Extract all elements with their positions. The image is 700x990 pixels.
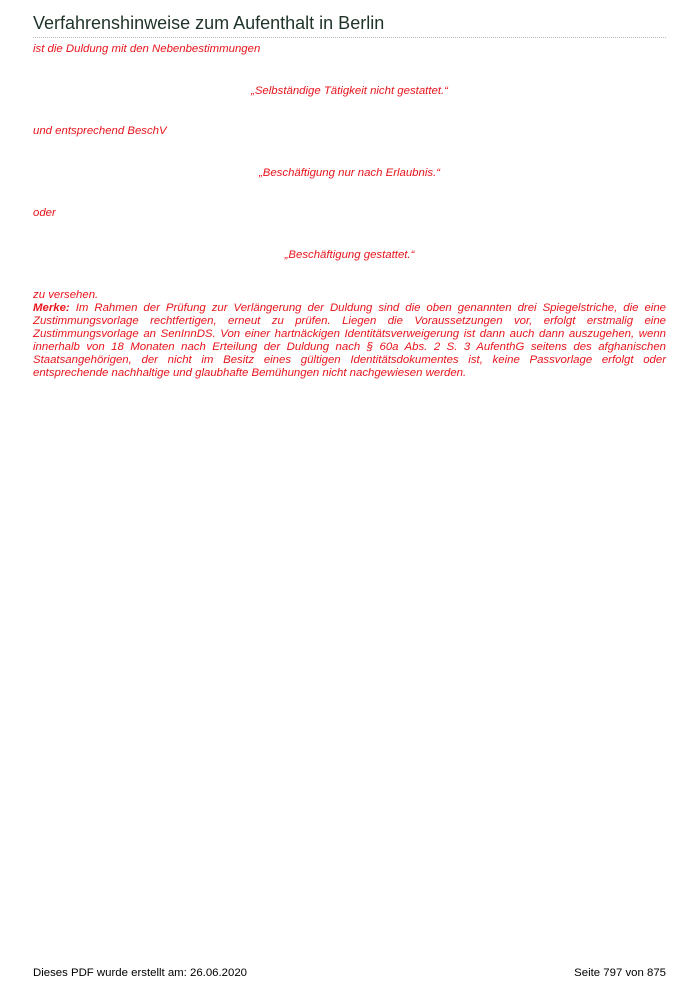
quote-selbstaendige-taetigkeit: „Selbständige Tätigkeit nicht gestattet.“ xyxy=(251,85,448,97)
closing-text: zu versehen. xyxy=(33,289,99,301)
quote-beschaeftigung-nach-erlaubnis: „Beschäftigung nur nach Erlaubnis.“ xyxy=(258,167,441,179)
page-header xyxy=(33,12,666,38)
connector-text-beschv: und entsprechend BeschV xyxy=(33,125,167,137)
merke-paragraph xyxy=(33,302,666,380)
page-number: Seite 797 von 875 xyxy=(574,967,666,979)
creation-date: Dieses PDF wurde erstellt am: 26.06.2020 xyxy=(33,967,247,979)
merke-label: Merke: xyxy=(33,302,70,314)
document-title: Verfahrenshinweise zum Aufenthalt in Berlin xyxy=(33,13,385,33)
connector-text-oder: oder xyxy=(33,207,56,219)
intro-text: ist die Duldung mit den Nebenbestimmungen xyxy=(33,43,261,55)
merke-text: Im Rahmen der Prüfung zur Verlängerung der Duldung sind die oben genannten drei Spiegelstriche, die eine Zustimmungsvorlage rechtfertigen, erneut zu prüfen. Liegen die Voraussetzungen vor, erfolgt erstmalig eine Zustimmungsvorlage an SenInnDS. Von einer hartnäckigen Identitätsverweigerung ist dann auch dann auszugehen, wenn innerhalb von 18 Monaten nach Erteilung der Duldung nach § 60a Abs. 2 S. 3 AufenthG seitens des afghanischen Staatsangehörigen, der nicht im Besitz eines gültigen Identitätsdokumentes ist, keine Passvorlage erfolgt oder entsprechende nachhaltige und glaubhafte Bemühungen nicht nachgewiesen werden. xyxy=(33,302,666,379)
quote-beschaeftigung-gestattet: „Beschäftigung gestattet.“ xyxy=(284,249,415,261)
